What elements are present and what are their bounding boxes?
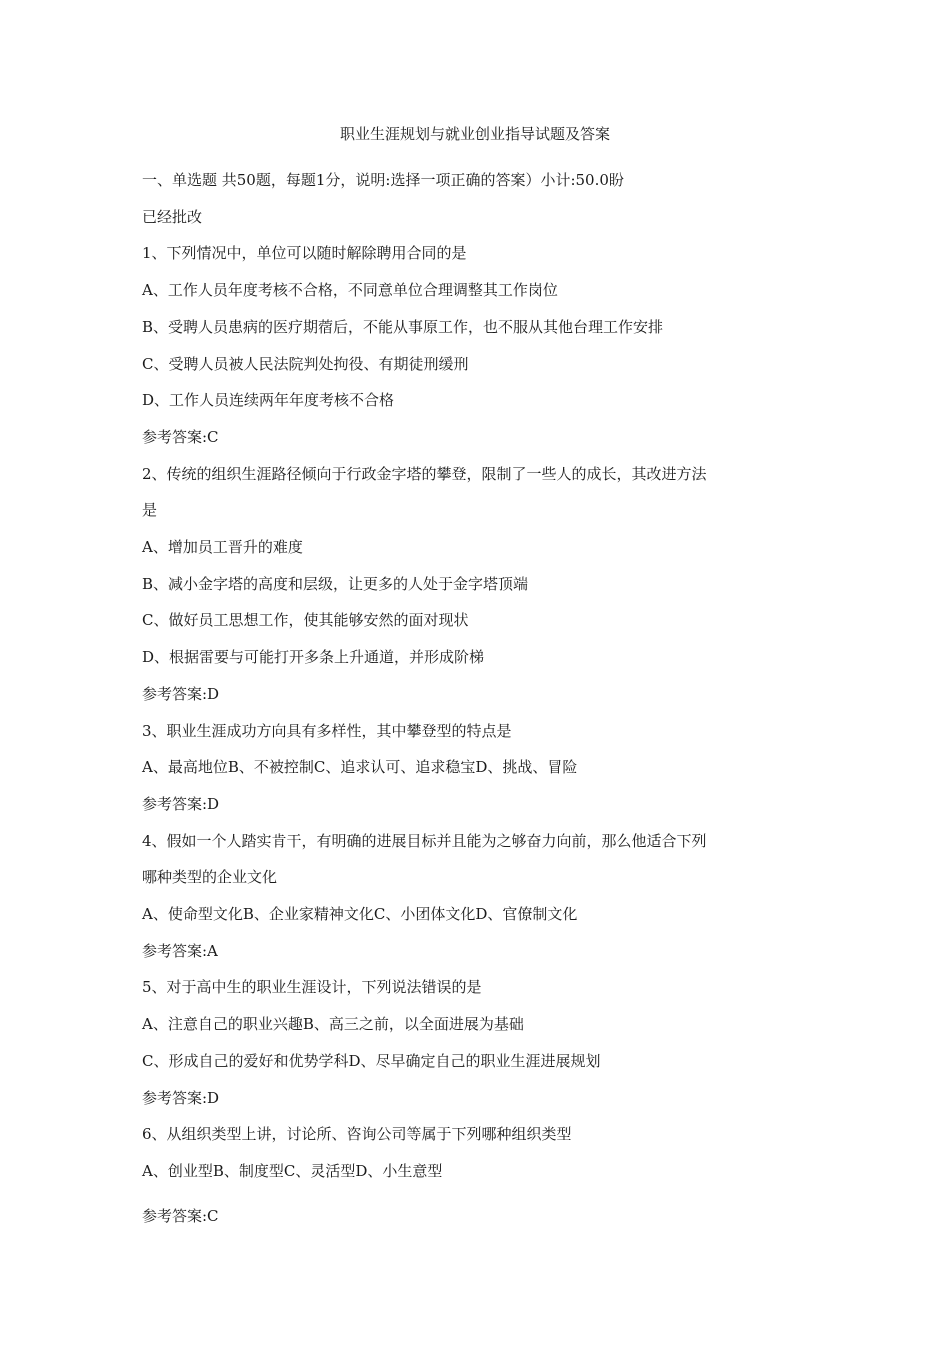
question-5-answer: 参考答案:D [142, 1088, 220, 1107]
question-1-option-d: D、工作人员连续两年年度考核不合格 [142, 391, 395, 410]
question-2-option-c: C、做好员工思想工作，使其能够安然的面对现状 [142, 611, 469, 630]
question-2-answer: 参考答案:D [142, 684, 220, 703]
question-1-stem: 1、下列情况中，单位可以随时解除聘用合同的是 [142, 244, 467, 263]
document-body [142, 162, 802, 1234]
question-2-option-a: A、增加员工晋升的难度 [142, 538, 303, 557]
section-header: 一、单选题 共50题，每题1分，说明:选择一项正确的答案）小计:50.0盼 [142, 171, 624, 189]
question-2-option-d: D、根据雷要与可能打开多条上升通道，并形成阶梯 [142, 648, 485, 667]
question-1-option-c: C、受聘人员被人民法院判处拘役、有期徒刑缓刑 [142, 354, 469, 373]
question-5-options-cd: C、形成自己的爱好和优势学科D、尽早确定自己的职业生涯进展规划 [142, 1051, 601, 1070]
question-6-answer: 参考答案:C [142, 1206, 219, 1225]
question-4-answer: 参考答案:A [142, 941, 218, 960]
question-1-option-b: B、受聘人员患病的医疗期蓿后，不能从事原工作，也不服从其他台理工作安排 [142, 317, 664, 336]
question-5-options-ab: A、注意自己的职业兴趣B、高三之前，以全面进展为基础 [142, 1015, 524, 1034]
question-2-stem: 2、传统的组织生涯路径倾向于行政金字塔的攀登，限制了一些人的成长，其改进方法 [142, 464, 707, 483]
question-4-stem: 4、假如一个人踏实肯干，有明确的进展目标并且能为之够奋力向前，那么他适合下列 [142, 831, 707, 850]
question-4-stem-continued: 哪种类型的企业文化 [142, 868, 278, 887]
question-4-options: A、使命型文化B、企业家精神文化C、小团体文化D、官僚制文化 [142, 905, 578, 924]
question-3-options: A、最高地位B、不被控制C、追求认可、追求稳宝D、挑战、冒险 [142, 758, 578, 777]
grading-status: 已经批改 [142, 207, 203, 226]
question-3-stem: 3、职业生涯成功方向具有多样性，其中攀登型的特点是 [142, 721, 512, 740]
question-2-stem-continued: 是 [142, 501, 158, 520]
question-3-answer: 参考答案:D [142, 794, 220, 813]
question-5-stem: 5、对于高中生的职业生涯设计，下列说法错误的是 [142, 978, 482, 997]
question-6-options: A、创业型B、制度型C、灵活型D、小生意型 [142, 1161, 443, 1180]
question-1-answer: 参考答案:C [142, 427, 219, 446]
document-title: 职业生涯规划与就业创业指导试题及答案 [339, 125, 610, 143]
question-6-stem: 6、从组织类型上讲，讨论所、咨询公司等属于下列哪种组织类型 [142, 1125, 572, 1144]
question-2-option-b: B、减小金字塔的高度和层级，让更多的人处于金字塔顶端 [142, 574, 529, 593]
question-1-option-a: A、工作人员年度考核不合格，不同意单位合理调整其工作岗位 [142, 281, 558, 300]
